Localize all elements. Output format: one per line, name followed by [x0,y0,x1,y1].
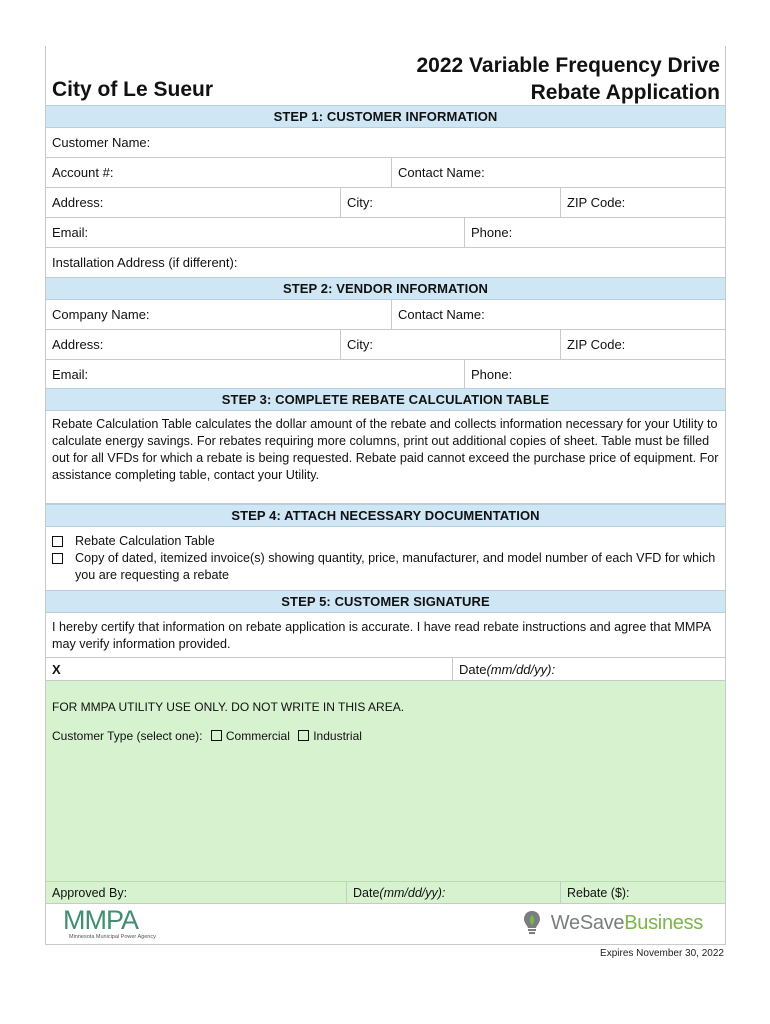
utility-notice: FOR MMPA UTILITY USE ONLY. DO NOT WRITE IN THIS AREA. [52,700,405,714]
vendor-city-label: City: [347,337,373,352]
vendor-phone-field[interactable] [464,360,725,388]
approval-date-field[interactable] [346,882,560,903]
calc-table-label: Rebate Calculation Table [75,534,215,548]
vendor-email-row [46,360,725,388]
form-title [416,52,720,106]
customer-contact-label: Contact Name: [398,165,485,180]
customer-phone-field[interactable] [464,218,725,247]
rebate-amount-label: Rebate ($): [567,885,630,900]
step4-header: STEP 4: ATTACH NECESSARY DOCUMENTATION [46,504,725,527]
signature-date-format: (mm/dd/yy): [486,661,556,677]
vendor-zip-label: ZIP Code: [567,337,626,352]
invoice-label: Copy of dated, itemized invoice(s) showing quantity, price, manufacturer, and model number of each VFD for which you are requesting a rebate [75,551,716,582]
rebate-amount-field[interactable] [560,882,725,903]
customer-email-label: Email: [52,225,89,240]
customer-city-label: City: [347,195,373,210]
account-row [46,158,725,188]
vendor-address-field[interactable] [46,330,340,359]
customer-email-row [46,218,725,248]
vendor-email-field[interactable] [46,360,464,388]
account-label: Account #: [52,165,114,180]
company-row [46,300,725,330]
vendor-phone-label: Phone: [471,366,513,382]
certification-text: I hereby certify that information on rebate application is accurate. I have read rebate instructions and agree that MMPA may verify information provided. [46,613,725,658]
vendor-contact-field[interactable] [391,300,725,329]
signature-date-label: Date [459,661,487,677]
business-text: Business [624,911,703,934]
vendor-city-field[interactable] [340,330,560,359]
industrial-label: Industrial [313,729,362,743]
wesavebusiness-logo [523,910,703,936]
vendor-email-label: Email: [52,366,89,382]
customer-name-label: Customer Name: [52,135,151,150]
customer-city-field[interactable] [340,188,560,217]
customer-address-label: Address: [52,195,104,210]
lightbulb-leaf-icon [523,910,541,936]
form-title-line2: Rebate Application [530,81,720,104]
company-name-label: Company Name: [52,307,150,322]
vendor-contact-label: Contact Name: [398,307,485,322]
account-field[interactable] [46,158,391,187]
footer-logos [46,904,725,945]
step3-instructions: Rebate Calculation Table calculates the dollar amount of the rebate and collects information necessary for your Utility to calculate energy savings. For rebates requiring more columns, print out additional copies of sheet. Table must be filled out for all VFDs for which a rebate is being requested. Rebate paid cannot exceed the purchase price of equipment. For assistance completing table, contact your Utility. [46,411,725,504]
approval-date-label: Date [353,885,380,900]
step5-header: STEP 5: CUSTOMER SIGNATURE [46,590,725,613]
step1-header: STEP 1: CUSTOMER INFORMATION [46,105,725,128]
install-address-field[interactable] [46,248,725,277]
rebate-form [45,46,726,945]
customer-address-field[interactable] [46,188,340,217]
customer-email-field[interactable] [46,218,464,247]
vendor-address-row [46,330,725,360]
approval-row [46,881,725,904]
utility-use-area [46,681,725,881]
vendor-address-label: Address: [52,337,104,352]
invoice-checkbox[interactable] [52,553,63,564]
approved-by-field[interactable] [46,882,346,903]
approval-date-format: (mm/dd/yy): [379,885,446,900]
form-header [46,46,725,105]
step2-header: STEP 2: VENDOR INFORMATION [46,277,725,300]
customer-name-field[interactable] [46,128,725,157]
signature-row [46,658,725,681]
industrial-checkbox[interactable] [298,730,309,741]
company-name-field[interactable] [46,300,391,329]
customer-contact-field[interactable] [391,158,725,187]
step3-header: STEP 3: COMPLETE REBATE CALCULATION TABLE [46,388,725,411]
mmpa-tagline: Minnesota Municipal Power Agency [69,934,156,940]
customer-phone-label: Phone: [471,225,513,240]
approved-by-label: Approved By: [52,885,128,900]
form-title-line1: 2022 Variable Frequency Drive [416,54,720,77]
customer-type-label: Customer Type (select one): [52,729,203,743]
checklist-item-invoice [52,550,719,584]
customer-zip-field[interactable] [560,188,725,217]
customer-address-row [46,188,725,218]
signature-x-mark: X [52,661,61,677]
commercial-label: Commercial [225,729,290,743]
mmpa-logo-text: MMPA [63,905,138,935]
calc-table-checkbox[interactable] [52,536,63,547]
signature-field[interactable] [46,658,452,680]
customer-zip-label: ZIP Code: [567,195,626,210]
city-name: City of Le Sueur [52,78,214,101]
customer-name-row [46,128,725,158]
wesave-text: WeSave [550,911,625,934]
signature-date-field[interactable] [452,658,725,680]
checklist-item-calc-table [52,533,719,550]
install-address-row [46,248,725,277]
documentation-checklist [46,527,725,590]
mmpa-logo [63,906,156,940]
vendor-zip-field[interactable] [560,330,725,359]
install-address-label: Installation Address (if different): [52,255,238,270]
expiration-notice: Expires November 30, 2022 [600,948,724,959]
customer-type-selector [52,729,362,743]
commercial-checkbox[interactable] [211,730,222,741]
